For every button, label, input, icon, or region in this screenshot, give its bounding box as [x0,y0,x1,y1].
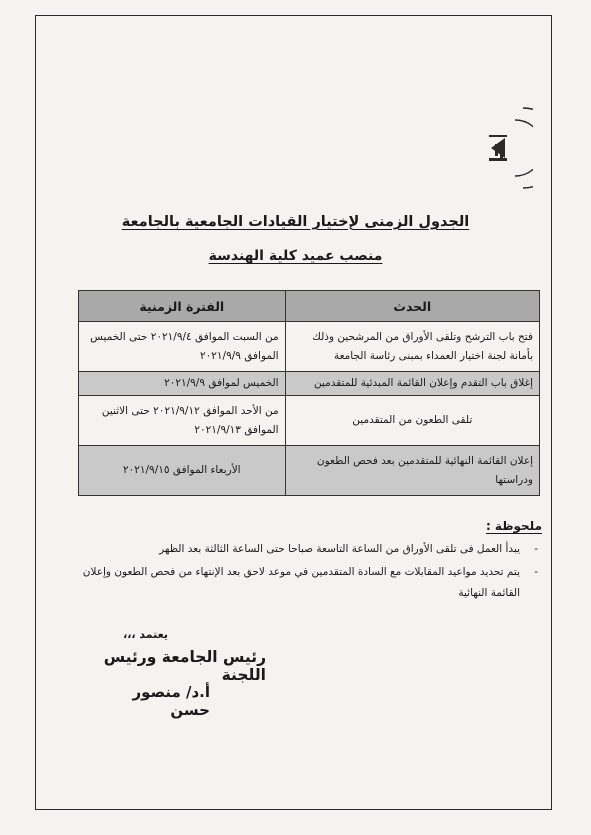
university-logo [471,100,533,196]
header-event: الحدث [285,291,539,322]
header-period: الفترة الزمنية [79,291,286,322]
table-header-row [79,291,540,322]
document-subtitle: منصب عميد كلية الهندسة [208,248,383,264]
period-cell: من الأحد الموافق ٢٠٢١/٩/١٢ حتى الاثنين الموافق ٢٠٢١/٩/١٣ [79,396,286,446]
schedule-table [78,290,540,496]
table-row [79,322,540,372]
table-row [79,446,540,496]
approval-label: يعتمد ،،، [123,628,168,641]
event-cell: إعلان القائمة النهائية للمتقدمين بعد فحص الطعون ودراستها [285,446,539,496]
event-cell: تلقى الطعون من المتقدمين [285,396,539,446]
approver-title: رئيس الجامعة ورئيس اللجنة [103,648,266,684]
notes-section [60,519,542,606]
event-cell: فتح باب الترشح وتلقى الأوراق من المرشحين وذلك بأمانة لجنة اختيار العمداء بمبنى رئاسة الجامعة [285,322,539,372]
table-row [79,372,540,396]
table-row [79,396,540,446]
note-item: - يتم تحديد مواعيد المقابلات مع السادة المتقدمين في موعد لاحق بعد الإنتهاء من فحص الطعون وإعلان القائمة النهائية [82,566,538,599]
note-item: - يبدأ العمل فى تلقى الأوراق من الساعة التاسعة صباحا حتى الساعة الثالثة بعد الظهر [159,543,538,555]
period-cell: الخميس لموافق ٢٠٢١/٩/٩ [79,372,286,396]
period-cell: من السبت الموافق ٢٠٢١/٩/٤ حتى الخميس الموافق ٢٠٢١/٩/٩ [79,322,286,372]
approver-name: أ.د/ منصور حسن [132,683,210,719]
period-cell: الأربعاء الموافق ٢٠٢١/٩/١٥ [79,446,286,496]
notes-label: ملحوظة : [485,519,542,533]
document-title: الجدول الزمنى لإختيار القيادات الجامعية بالجامعة [121,214,470,230]
event-cell: إغلاق باب التقدم وإعلان القائمة المبدئية للمتقدمين [285,372,539,396]
